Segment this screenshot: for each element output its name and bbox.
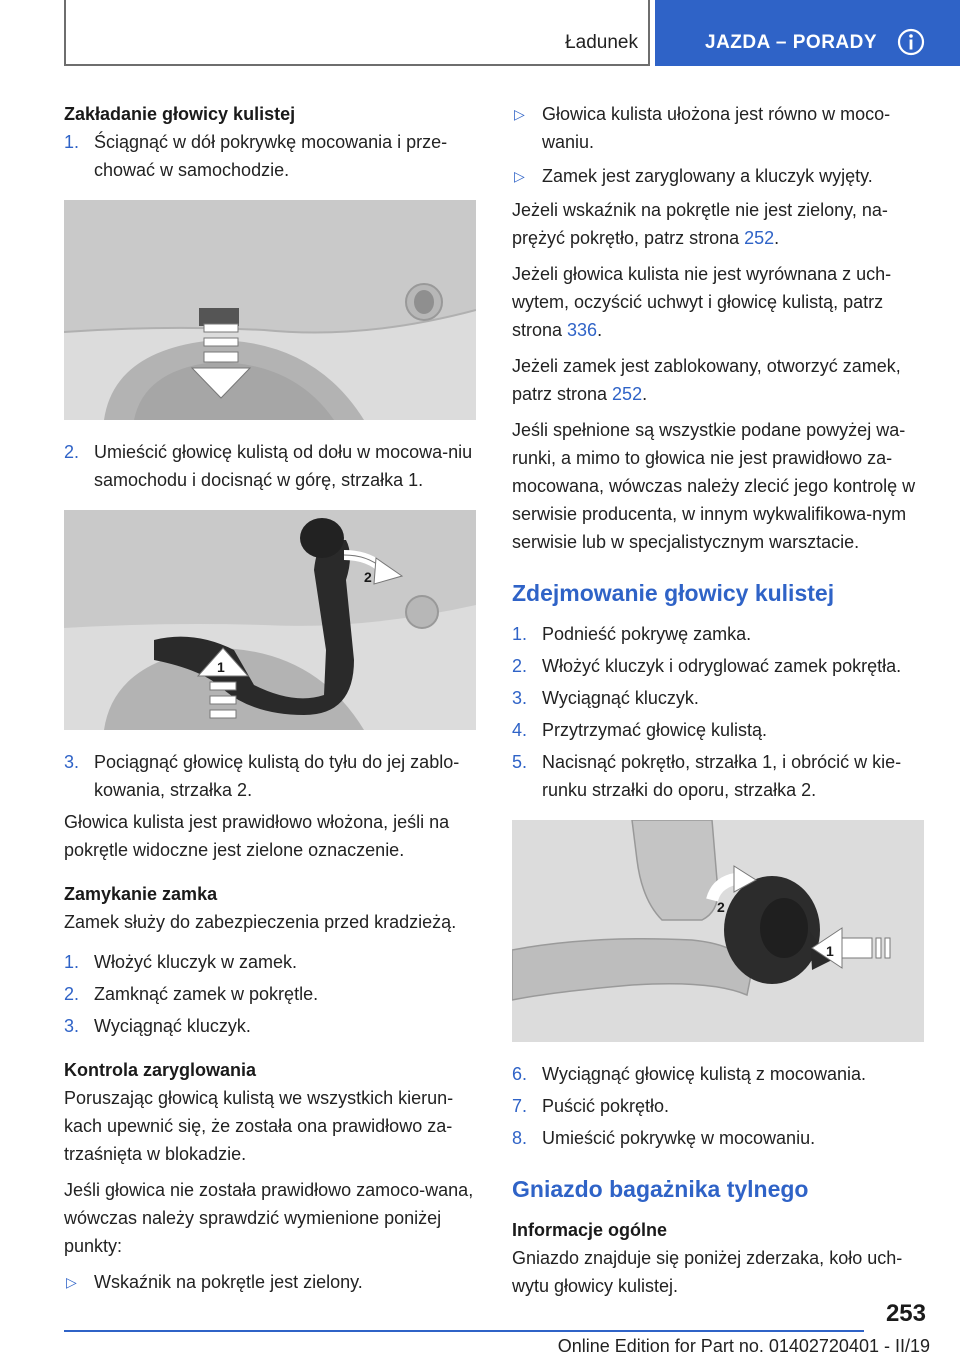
para-locked-end: . [642, 384, 648, 404]
left-column [64, 100, 476, 1302]
lock-step [64, 1012, 476, 1040]
step-number: 3. [512, 688, 528, 708]
step-number: 1. [64, 132, 80, 152]
step-number: 3. [64, 752, 80, 772]
step-text: Umieścić głowicę kulistą od dołu w mocowa-niu samochodu i docisnąć w górę, strzałka 1. [94, 442, 473, 490]
page-link-252[interactable]: 252 [744, 228, 775, 248]
para-locked [512, 352, 924, 408]
step-text: Ściągnąć w dół pokrywkę mocowania i prze-chować w samochodzie. [94, 132, 448, 180]
step-text: Pociągnąć głowicę kulistą do tyłu do jej zablo-kowania, strzałka 2. [94, 752, 460, 800]
info-icon[interactable] [897, 28, 925, 56]
bullet-triangle-icon: ▷ [514, 168, 525, 184]
check-bullet [512, 162, 924, 190]
header-chapter-tab[interactable] [655, 0, 960, 66]
para-service: Jeśli spełnione są wszystkie podane powyżej wa-runki, a mimo to głowica nie jest prawidłowo za-mocowana, wówczas należy zlecić jego kontrolę w serwisie producenta, w innym wykwalifikowa-nym serwisie lub w specjalistycznym warsztacie. [512, 420, 916, 552]
subheading-general: Informacje ogólne [512, 1220, 668, 1240]
figure-cover-removal-illustration [64, 200, 476, 420]
step-text: Nacisnąć pokrętło, strzałka 1, i obrócić w kie-runku strzałki do oporu, strzałka 2. [542, 752, 902, 800]
fig3-label-1: 1 [826, 943, 834, 959]
mount-step [64, 128, 476, 184]
step-number: 6. [512, 1064, 528, 1084]
figure-cover-removal [64, 200, 476, 420]
figure-ball-head-insert-illustration [64, 510, 476, 730]
header-chapter-title: JAZDA – PORADY [705, 32, 878, 53]
heading-mount: Zakładanie głowicy kulistej [64, 104, 296, 124]
para-correct: Głowica kulista jest prawidłowo włożona, jeśli na pokrętle widoczne jest zielone oznaczenie. [64, 812, 450, 860]
heading-socket: Gniazdo bagażnika tylnego [512, 1176, 809, 1202]
step-text: Włożyć kluczyk i odryglować zamek pokrętła. [542, 656, 902, 676]
step-text: Zamknąć zamek w pokrętle. [94, 984, 319, 1004]
step-number: 1. [512, 624, 528, 644]
header-section-box [64, 0, 650, 66]
step-number: 4. [512, 720, 528, 740]
page-link-336[interactable]: 336 [567, 320, 598, 340]
step-number: 5. [512, 752, 528, 772]
remove-step [512, 652, 924, 680]
bullet-triangle-icon: ▷ [514, 106, 525, 122]
fig2-label-2: 2 [364, 569, 372, 585]
remove-step [512, 748, 924, 804]
para-lock: Zamek służy do zabezpieczenia przed kradzieżą. [64, 912, 457, 932]
remove-step [512, 684, 924, 712]
header-section-title: Ładunek [565, 32, 638, 53]
check-bullet [512, 100, 924, 156]
remove-step [512, 1092, 924, 1120]
bullet-text: Zamek jest zaryglowany a kluczyk wyjęty. [542, 166, 873, 186]
footer-divider [64, 1330, 864, 1332]
footer-edition: Online Edition for Part no. 01402720401 - II/19 [557, 1336, 930, 1356]
page-number: 253 [885, 1300, 926, 1327]
heading-check: Kontrola zaryglowania [64, 1060, 257, 1080]
remove-step [512, 1124, 924, 1152]
step-text: Wyciągnąć głowicę kulistą z mocowania. [542, 1064, 866, 1084]
figure-knob-release-illustration [512, 820, 924, 1042]
step-text: Podnieść pokrywę zamka. [542, 624, 752, 644]
step-text: Puścić pokrętło. [542, 1096, 670, 1116]
para-align-end: . [597, 320, 603, 340]
step-number: 1. [64, 952, 80, 972]
lock-step [64, 980, 476, 1008]
para-locked-text: Jeżeli zamek jest zablokowany, otworzyć zamek, patrz strona [512, 356, 901, 404]
para-green-text: Jeżeli wskaźnik na pokrętle nie jest zielony, na-prężyć pokrętło, patrz strona [512, 200, 888, 248]
fig2-label-1: 1 [217, 659, 225, 675]
para-socket: Gniazdo znajduje się poniżej zderzaka, koło uch-wytu głowicy kulistej. [512, 1248, 903, 1296]
page-link-252[interactable]: 252 [612, 384, 643, 404]
figure-ball-head-insert [64, 510, 476, 730]
bullet-text: Głowica kulista ułożona jest równo w moco-waniu. [542, 104, 891, 152]
figure-knob-release [512, 820, 924, 1042]
para-green [512, 196, 924, 252]
lock-step [64, 948, 476, 976]
step-text: Przytrzymać głowicę kulistą. [542, 720, 768, 740]
para-align [512, 260, 924, 344]
remove-step [512, 1060, 924, 1088]
heading-remove: Zdejmowanie głowicy kulistej [512, 580, 835, 606]
check-bullet [64, 1268, 476, 1296]
para-green-end: . [774, 228, 780, 248]
mount-step [64, 438, 476, 494]
step-text: Umieścić pokrywkę w mocowaniu. [542, 1128, 816, 1148]
para-check-2: Jeśli głowica nie została prawidłowo zamoco-wana, wówczas należy sprawdzić wymienione poniżej punkty: [64, 1180, 474, 1256]
fig3-label-2: 2 [717, 899, 725, 915]
step-number: 2. [512, 656, 528, 676]
heading-lock: Zamykanie zamka [64, 884, 218, 904]
step-number: 2. [64, 984, 80, 1004]
right-column [512, 100, 924, 1308]
remove-step [512, 620, 924, 648]
para-align-text: Jeżeli głowica kulista nie jest wyrównana z uch-wytem, oczyścić uchwyt i głowicę kulistą, patrz strona [512, 264, 892, 340]
step-number: 3. [64, 1016, 80, 1036]
step-number: 2. [64, 442, 80, 462]
step-text: Wyciągnąć kluczyk. [94, 1016, 251, 1036]
mount-step [64, 748, 476, 804]
para-check-1: Poruszając głowicą kulistą we wszystkich kierun-kach upewnić się, że została ona prawidłowo za-trzaśnięta w blokadzie. [64, 1088, 454, 1164]
step-text: Wyciągnąć kluczyk. [542, 688, 699, 708]
bullet-triangle-icon: ▷ [66, 1274, 77, 1290]
step-number: 7. [512, 1096, 528, 1116]
remove-step [512, 716, 924, 744]
step-number: 8. [512, 1128, 528, 1148]
step-text: Włożyć kluczyk w zamek. [94, 952, 298, 972]
bullet-text: Wskaźnik na pokrętle jest zielony. [94, 1272, 363, 1292]
